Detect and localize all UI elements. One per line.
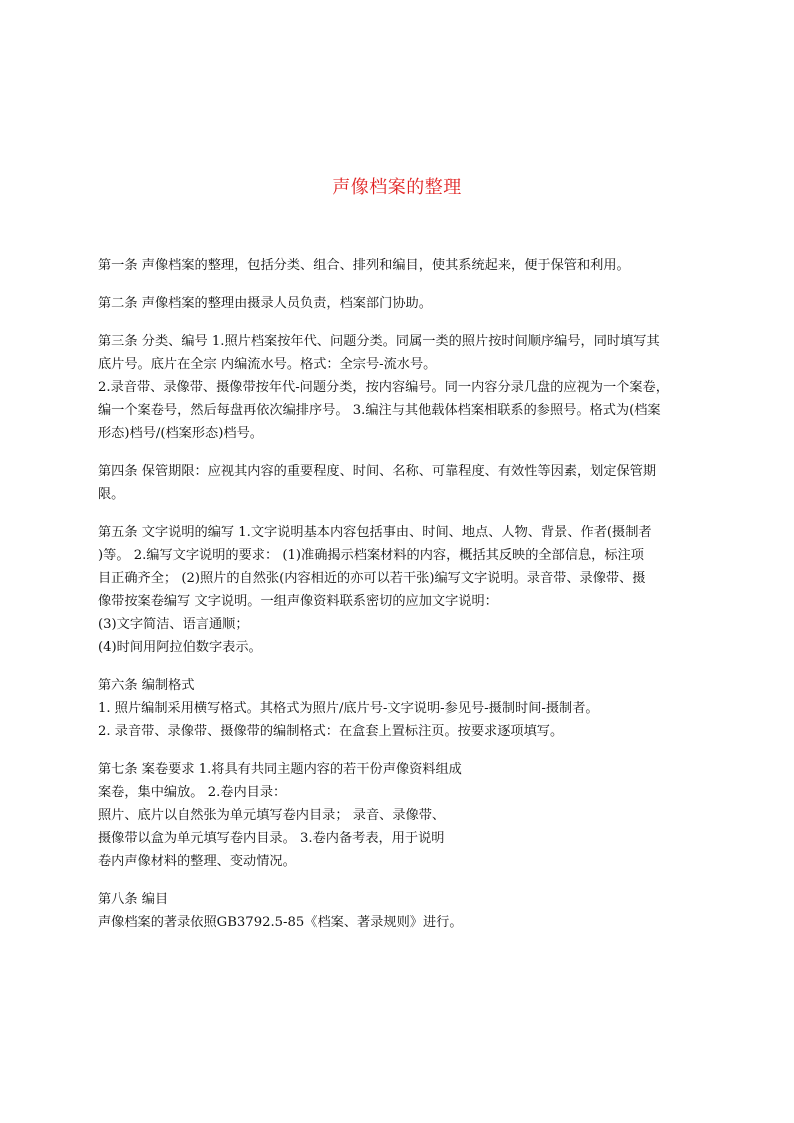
article-line: 卷内声像材料的整理、变动情况。 [98, 854, 296, 869]
article-line: 编一个案卷号，然后每盘再依次编排序号。 3.编注与其他载体档案相联系的参照号。格式为(档案 [98, 403, 661, 418]
article-5 [98, 521, 706, 659]
article-line: 第三条 分类、编号 1.照片档案按年代、问题分类。同属一类的照片按时间顺序编号，同时填写其 [98, 334, 660, 349]
article-line: 形态)档号/(档案形态)档号。 [98, 426, 263, 441]
article-line: 底片号。底片在全宗 内编流水号。格式：全宗号-流水号。 [98, 357, 437, 372]
article-line: 1. 照片编制采用横写格式。其格式为照片/底片号-文字说明-参见号-摄制时间-摄制者。 [98, 701, 599, 716]
article-4 [98, 460, 706, 506]
article-line: (3)文字简洁、语言通顺； [98, 617, 249, 632]
article-8 [98, 888, 706, 934]
article-1 [98, 254, 706, 277]
article-line: 限。 [98, 487, 125, 502]
article-7 [98, 758, 706, 873]
article-line: 像带按案卷编写 文字说明。一组声像资料联系密切的应加文字说明： [98, 594, 498, 609]
article-line: )等。 2.编写文字说明的要求： (1)准确揭示档案材料的内容，概括其反映的全部信息，标注项 [98, 548, 644, 563]
article-6 [98, 674, 706, 743]
page-title: 声像档案的整理 [332, 177, 462, 198]
document-body [98, 254, 706, 949]
article-line: 摄像带以盒为单元填写卷内目录。 3.卷内备考表，用于说明 [98, 831, 445, 846]
article-line: 第六条 编制格式 [98, 678, 195, 693]
article-line: 第五条 文字说明的编写 1.文字说明基本内容包括事由、时间、地点、人物、背景、作者(摄制者 [98, 525, 652, 540]
article-line: (4)时间用阿拉伯数字表示。 [98, 640, 262, 655]
article-line: 2. 录音带、录像带、摄像带的编制格式：在盒套上置标注页。按要求逐项填写。 [98, 724, 564, 739]
article-line: 照片、底片以自然张为单元填写卷内目录； 录音、录像带、 [98, 808, 446, 823]
article-line: 声像档案的著录依照GB3792.5-85《档案、著录规则》进行。 [98, 915, 463, 930]
article-line: 第七条 案卷要求 1.将具有共同主题内容的若干份声像资料组成 [98, 762, 462, 777]
article-line: 案卷，集中编放。 2.卷内目录： [98, 785, 287, 800]
article-3 [98, 330, 706, 445]
article-line: 2.录音带、录像带、摄像带按年代-问题分类，按内容编号。同一内容分录几盘的应视为一个案卷， [98, 380, 669, 395]
article-line: 第二条 声像档案的整理由摄录人员负责，档案部门协助。 [98, 296, 432, 311]
article-line: 第八条 编目 [98, 892, 169, 907]
article-line: 第四条 保管期限：应视其内容的重要程度、时间、名称、可靠程度、有效性等因素，划定保管期 [98, 464, 657, 479]
article-line: 目正确齐全； (2)照片的自然张(内容相近的亦可以若干张)编写文字说明。录音带、录像带、摄 [98, 571, 646, 586]
article-line: 第一条 声像档案的整理，包括分类、组合、排列和编目，使其系统起来，便于保管和利用。 [98, 258, 630, 273]
article-2 [98, 292, 706, 315]
